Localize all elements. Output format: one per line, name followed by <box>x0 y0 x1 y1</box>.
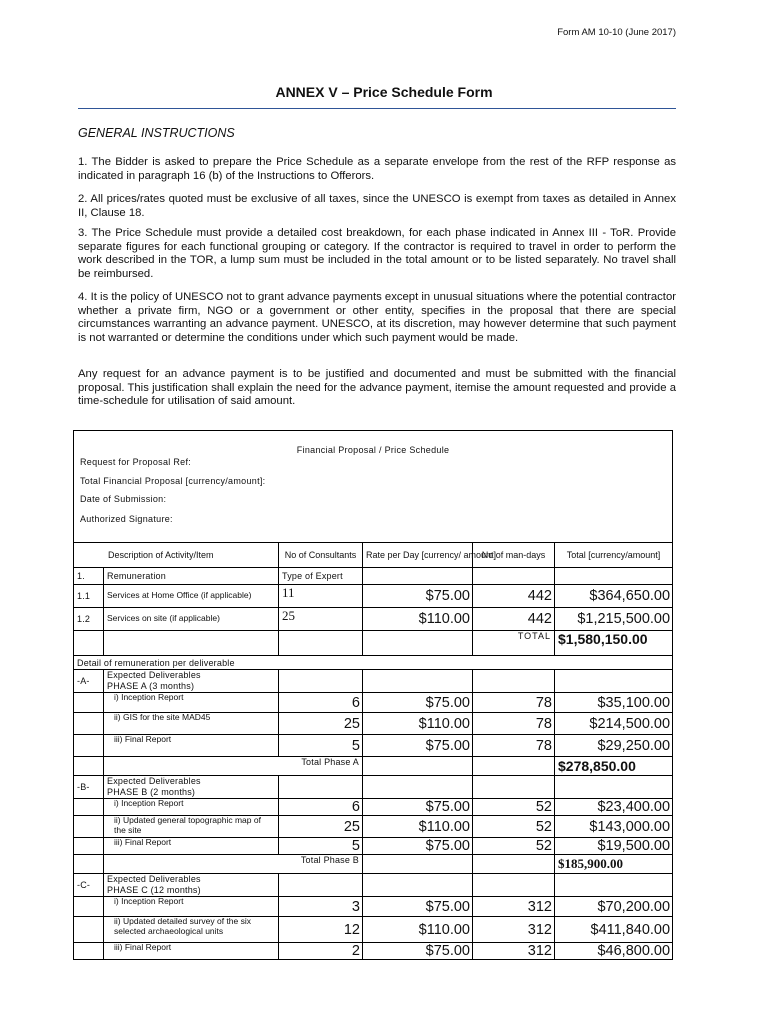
row-rate: $110.00 <box>363 608 473 631</box>
row-days: 312 <box>473 943 555 960</box>
phase-code: -B- <box>74 776 104 799</box>
form-code: Form AM 10-10 (June 2017) <box>557 27 676 38</box>
empty-cell <box>473 568 555 585</box>
empty-cell <box>74 838 104 855</box>
row-description: iii) Final Report <box>104 735 279 757</box>
empty-cell <box>104 631 279 656</box>
row-number: 1.2 <box>74 608 104 631</box>
row-rate: $75.00 <box>363 693 473 713</box>
row-days: 52 <box>473 799 555 816</box>
row-total: $1,215,500.00 <box>555 608 673 631</box>
row-consultants: 11 <box>279 585 363 608</box>
col-description: Description of Activity/Item <box>74 543 279 568</box>
row-rate: $75.00 <box>363 735 473 757</box>
row-days: 52 <box>473 838 555 855</box>
column-header-row <box>74 543 673 568</box>
empty-cell <box>279 874 363 897</box>
price-schedule-table <box>73 430 673 960</box>
empty-cell <box>74 799 104 816</box>
remuneration-row <box>74 568 673 585</box>
empty-cell <box>74 631 104 656</box>
col-rate: Rate per Day [currency/ amount] <box>363 543 473 568</box>
title-divider <box>78 108 676 109</box>
table-row <box>74 838 673 855</box>
row-description: ii) Updated detailed survey of the six selected archaeological units <box>104 917 279 943</box>
row-total: $29,250.00 <box>555 735 673 757</box>
col-mandays: No of man-days <box>473 543 555 568</box>
row-description: i) Inception Report <box>104 693 279 713</box>
row-consultants: 12 <box>279 917 363 943</box>
phase-title <box>104 670 279 693</box>
section-number: 1. <box>74 568 104 585</box>
phase-title <box>104 874 279 897</box>
instruction-paragraph-5: Any request for an advance payment is to be justified and documented and must be submitted with the financial proposal. This justification shall explain the need for the advance payment, itemise the amount requested and provide a time-schedule for utilisation of said amount. <box>78 368 676 408</box>
request-ref-label: Request for Proposal Ref: <box>80 457 192 467</box>
row-description: iii) Final Report <box>104 838 279 855</box>
row-consultants: 5 <box>279 735 363 757</box>
empty-cell <box>363 757 473 776</box>
instruction-paragraph-3: 3. The Price Schedule must provide a detailed cost breakdown, for each phase indicated in Annex III - ToR. Provide separate figures for each functional grouping or category. If the contractor is required to travel in order to perform the work described in the TOR, a lump sum must be included in the total amount or to be listed separately. No travel shall be reimbursed. <box>78 227 676 280</box>
row-description: ii) GIS for the site MAD45 <box>104 713 279 735</box>
row-consultants: 25 <box>279 713 363 735</box>
empty-cell <box>473 670 555 693</box>
phase-total-value: $185,900.00 <box>555 855 673 874</box>
financial-proposal-header <box>74 431 673 543</box>
empty-cell <box>74 917 104 943</box>
row-description: i) Inception Report <box>104 897 279 917</box>
detail-heading-row <box>74 656 673 670</box>
phase-subtitle: PHASE C (12 months) <box>107 885 201 895</box>
table-row <box>74 897 673 917</box>
empty-cell <box>279 631 363 656</box>
table-row <box>74 799 673 816</box>
header-box-row <box>74 431 673 543</box>
instruction-paragraph-2: 2. All prices/rates quoted must be exclusive of all taxes, since the UNESCO is exempt from taxes as detailed in Annex II, Clause 18. <box>78 193 676 219</box>
phase-title <box>104 776 279 799</box>
row-consultants: 25 <box>279 816 363 838</box>
row-consultants: 25 <box>279 608 363 631</box>
general-instructions-heading: GENERAL INSTRUCTIONS <box>78 126 235 140</box>
phase-header-row <box>74 670 673 693</box>
remuneration-label: Remuneration <box>104 568 279 585</box>
row-days: 312 <box>473 917 555 943</box>
empty-cell <box>555 776 673 799</box>
row-consultants: 3 <box>279 897 363 917</box>
row-rate: $75.00 <box>363 838 473 855</box>
table-row <box>74 585 673 608</box>
empty-cell <box>473 757 555 776</box>
table-row <box>74 713 673 735</box>
empty-cell <box>555 568 673 585</box>
row-total: $214,500.00 <box>555 713 673 735</box>
row-total: $23,400.00 <box>555 799 673 816</box>
empty-cell <box>473 874 555 897</box>
row-number: 1.1 <box>74 585 104 608</box>
row-rate: $110.00 <box>363 917 473 943</box>
empty-cell <box>473 776 555 799</box>
row-days: 78 <box>473 693 555 713</box>
row-total: $411,840.00 <box>555 917 673 943</box>
row-consultants: 6 <box>279 799 363 816</box>
phase-total-label: Total Phase B <box>104 855 363 874</box>
row-days: 78 <box>473 713 555 735</box>
phase-header-row <box>74 776 673 799</box>
row-rate: $110.00 <box>363 816 473 838</box>
type-of-expert: Type of Expert <box>279 568 363 585</box>
page-title: ANNEX V – Price Schedule Form <box>275 84 493 100</box>
table-row <box>74 735 673 757</box>
empty-cell <box>555 874 673 897</box>
empty-cell <box>473 855 555 874</box>
empty-cell <box>279 670 363 693</box>
remuneration-total-row <box>74 631 673 656</box>
table-row <box>74 693 673 713</box>
row-total: $35,100.00 <box>555 693 673 713</box>
row-consultants: 5 <box>279 838 363 855</box>
row-days: 312 <box>473 897 555 917</box>
empty-cell <box>363 568 473 585</box>
total-value: $1,580,150.00 <box>555 631 673 656</box>
phase-title-line: Expected Deliverables <box>107 670 201 680</box>
phase-total-label: Total Phase A <box>104 757 363 776</box>
row-total: $19,500.00 <box>555 838 673 855</box>
row-rate: $75.00 <box>363 943 473 960</box>
row-description: ii) Updated general topographic map of the site <box>104 816 279 838</box>
row-rate: $110.00 <box>363 713 473 735</box>
row-total: $143,000.00 <box>555 816 673 838</box>
date-submission-label: Date of Submission: <box>80 494 167 504</box>
row-rate: $75.00 <box>363 897 473 917</box>
phase-total-value: $278,850.00 <box>555 757 673 776</box>
empty-cell <box>74 735 104 757</box>
phase-header-row <box>74 874 673 897</box>
empty-cell <box>363 874 473 897</box>
row-total: $364,650.00 <box>555 585 673 608</box>
table-row <box>74 608 673 631</box>
row-days: 52 <box>473 816 555 838</box>
total-financial-label: Total Financial Proposal [currency/amount]: <box>80 476 266 486</box>
row-description: Services at Home Office (if applicable) <box>104 585 279 608</box>
empty-cell <box>363 776 473 799</box>
table-row <box>74 943 673 960</box>
financial-proposal-title: Financial Proposal / Price Schedule <box>296 445 450 455</box>
row-description: i) Inception Report <box>104 799 279 816</box>
empty-cell <box>74 713 104 735</box>
empty-cell <box>74 816 104 838</box>
total-label: TOTAL <box>473 631 555 656</box>
phase-code: -C- <box>74 874 104 897</box>
row-days: 442 <box>473 585 555 608</box>
phase-subtitle: PHASE A (3 months) <box>107 681 195 691</box>
row-description: iii) Final Report <box>104 943 279 960</box>
instruction-paragraph-1: 1. The Bidder is asked to prepare the Price Schedule as a separate envelope from the rest of the RFP response as indicated in paragraph 16 (b) of the Instructions to Offerors. <box>78 156 676 182</box>
row-description: Services on site (if applicable) <box>104 608 279 631</box>
empty-cell <box>363 631 473 656</box>
empty-cell <box>74 943 104 960</box>
phase-code: -A- <box>74 670 104 693</box>
row-total: $70,200.00 <box>555 897 673 917</box>
empty-cell <box>363 855 473 874</box>
empty-cell <box>74 693 104 713</box>
phase-title-line: Expected Deliverables <box>107 776 201 786</box>
row-days: 78 <box>473 735 555 757</box>
phase-total-row <box>74 855 673 874</box>
row-rate: $75.00 <box>363 585 473 608</box>
empty-cell <box>363 670 473 693</box>
phase-title-line: Expected Deliverables <box>107 874 201 884</box>
row-days: 442 <box>473 608 555 631</box>
empty-cell <box>74 757 104 776</box>
row-consultants: 6 <box>279 693 363 713</box>
row-total: $46,800.00 <box>555 943 673 960</box>
col-consultants: No of Consultants <box>279 543 363 568</box>
detail-heading: Detail of remuneration per deliverable <box>74 656 673 670</box>
empty-cell <box>74 855 104 874</box>
table-row <box>74 917 673 943</box>
phase-total-row <box>74 757 673 776</box>
row-consultants: 2 <box>279 943 363 960</box>
signature-label: Authorized Signature: <box>80 514 173 524</box>
instruction-paragraph-4: 4. It is the policy of UNESCO not to grant advance payments except in unusual situations where the potential contractor whether a private firm, NGO or a government or other entity, specifies in the proposal that there are special circumstances warranting an advance payment. UNESCO, at its discretion, may however determine that such payment is not warranted or determine the conditions under which such payment would be made. <box>78 291 676 344</box>
table-row <box>74 816 673 838</box>
col-total: Total [currency/amount] <box>555 543 673 568</box>
empty-cell <box>74 897 104 917</box>
phase-subtitle: PHASE B (2 months) <box>107 787 196 797</box>
empty-cell <box>555 670 673 693</box>
row-rate: $75.00 <box>363 799 473 816</box>
empty-cell <box>279 776 363 799</box>
